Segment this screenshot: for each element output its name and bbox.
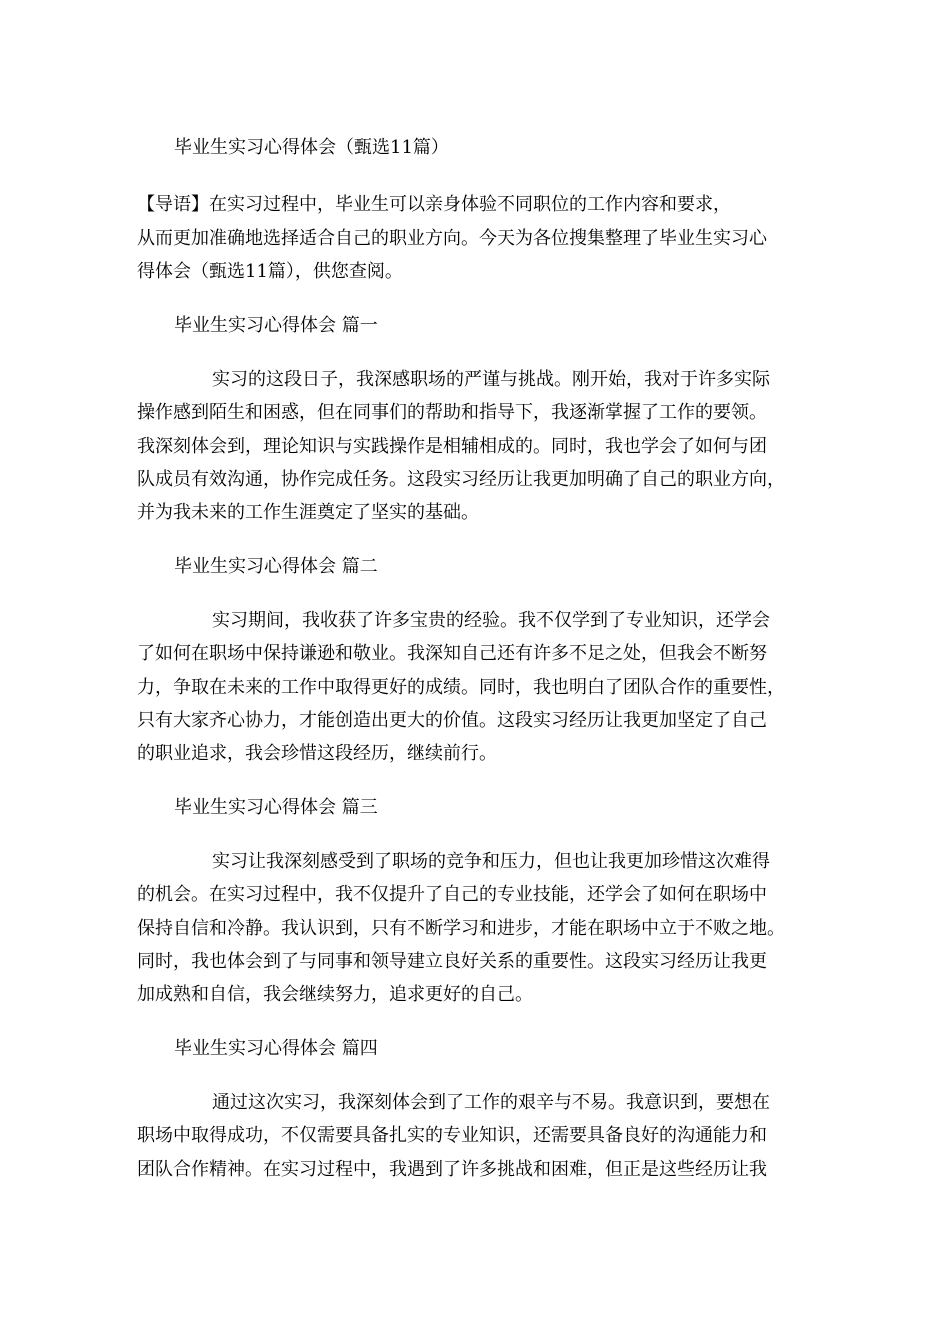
paragraph-line: 我深刻体会到，理论知识与实践操作是相辅相成的。同时，我也学会了如何与团 — [137, 436, 767, 457]
paragraph-line: 操作感到陌生和困惑，但在同事们的帮助和指导下，我逐渐掌握了工作的要领。 — [137, 402, 767, 423]
paragraph-line: 职场中取得成功，不仅需要具备扎实的专业知识，还需要具备良好的沟通能力和 — [137, 1125, 767, 1146]
paragraph-line: 同时，我也体会到了与同事和领导建立良好关系的重要性。这段实习经历让我更 — [137, 951, 767, 972]
paragraph-line: 实习期间，我收获了许多宝贵的经验。我不仅学到了专业知识，还学会 — [212, 610, 770, 631]
paragraph-line: 通过这次实习，我深刻体会到了工作的艰辛与不易。我意识到，要想在 — [212, 1092, 770, 1113]
section-title-3: 毕业生实习心得体会 篇三 — [174, 797, 378, 818]
paragraph-line: 保持自信和冷静。我认识到，只有不断学习和进步，才能在职场中立于不败之地。 — [137, 918, 785, 939]
paragraph-line: 并为我未来的工作生涯奠定了坚实的基础。 — [137, 502, 479, 523]
intro-line: 得体会（甄选11篇），供您查阅。 — [137, 261, 403, 282]
paragraph-line: 实习的这段日子，我深感职场的严谨与挑战。刚开始，我对于许多实际 — [212, 369, 770, 390]
intro-line: 【导语】在实习过程中，毕业生可以亲身体验不同职位的工作内容和要求， — [137, 194, 731, 215]
section-title-4: 毕业生实习心得体会 篇四 — [174, 1038, 378, 1059]
paragraph-line: 加成熟和自信，我会继续努力，追求更好的自己。 — [137, 984, 533, 1005]
paragraph-line: 了如何在职场中保持谦逊和敬业。我深知自己还有许多不足之处，但我会不断努 — [137, 643, 767, 664]
paragraph-line: 队成员有效沟通，协作完成任务。这段实习经历让我更加明确了自己的职业方向， — [137, 469, 785, 490]
paragraph-line: 的机会。在实习过程中，我不仅提升了自己的专业技能，还学会了如何在职场中 — [137, 884, 767, 905]
section-title-2: 毕业生实习心得体会 篇二 — [174, 556, 378, 577]
paragraph-line: 只有大家齐心协力，才能创造出更大的价值。这段实习经历让我更加坚定了自己 — [137, 710, 767, 731]
intro-line: 从而更加准确地选择适合自己的职业方向。今天为各位搜集整理了毕业生实习心 — [137, 228, 767, 249]
paragraph-line: 力，争取在未来的工作中取得更好的成绩。同时，我也明白了团队合作的重要性， — [137, 677, 785, 698]
section-title-1: 毕业生实习心得体会 篇一 — [174, 315, 378, 336]
paragraph-line: 的职业追求，我会珍惜这段经历，继续前行。 — [137, 743, 497, 764]
paragraph-line: 团队合作精神。在实习过程中，我遇到了许多挑战和困难，但正是这些经历让我 — [137, 1159, 767, 1180]
document-title: 毕业生实习心得体会（甄选11篇） — [174, 137, 449, 158]
paragraph-line: 实习让我深刻感受到了职场的竞争和压力，但也让我更加珍惜这次难得 — [212, 851, 770, 872]
